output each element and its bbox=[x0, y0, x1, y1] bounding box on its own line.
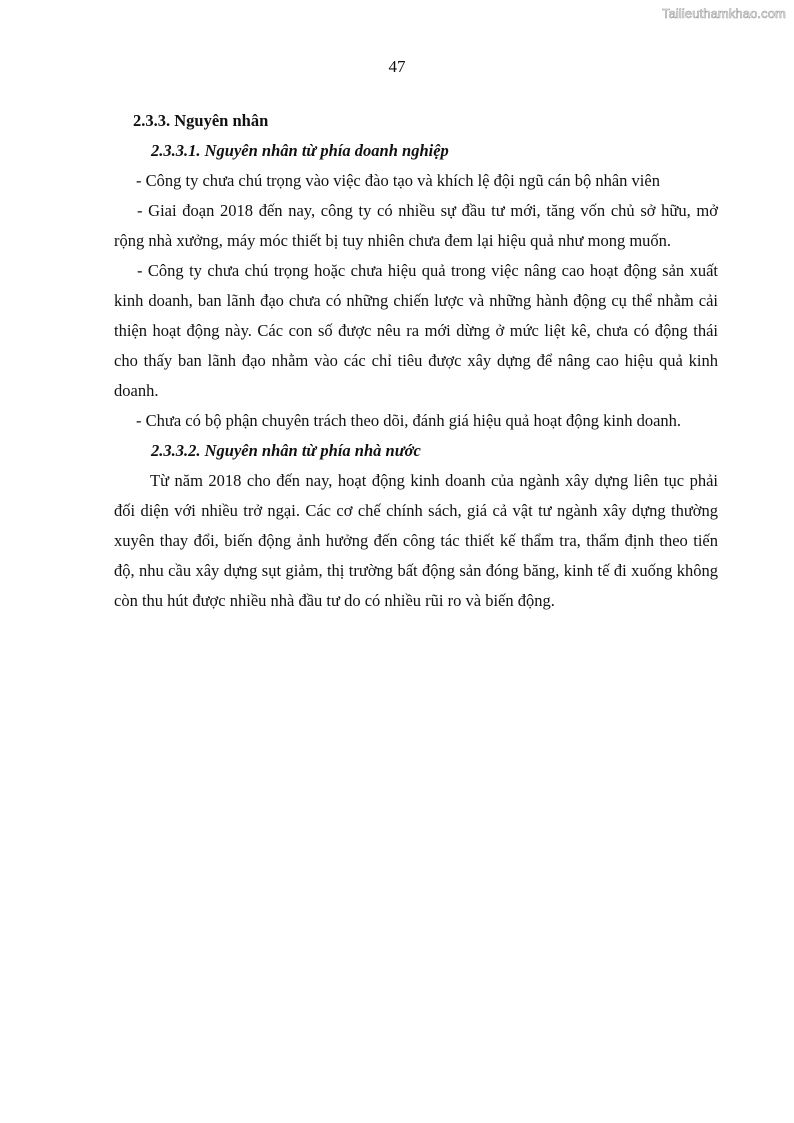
list-item: - Chưa có bộ phận chuyên trách theo dõi, đánh giá hiệu quả hoạt động kinh doanh. bbox=[136, 411, 682, 430]
list-item: - Công ty chưa chú trọng vào việc đào tạo và khích lệ đội ngũ cán bộ nhân viên bbox=[136, 171, 660, 190]
page-number: 47 bbox=[388, 57, 406, 76]
body-paragraph: Từ năm 2018 cho đến nay, hoạt động kinh doanh của ngành xây dựng liên tục phải đối diện với nhiều trở ngại. Các cơ chế chính sách, giá cả vật tư ngành xây dựng thường xuyên thay đổi, biến động ảnh hưởng đến công tác thiết kế thẩm tra, thẩm định theo tiến độ, nhu cầu xây dựng sụt giảm, thị trường bất động sản đóng băng, kinh tế đi xuống không còn thu hút được nhiều nhà đầu tư do có nhiều rũi ro và biến động. bbox=[114, 471, 718, 610]
section-heading: 2.3.3. Nguyên nhân bbox=[133, 111, 269, 130]
list-item: - Giai đoạn 2018 đến nay, công ty có nhiều sự đầu tư mới, tăng vốn chủ sở hữu, mở rộng nhà xưởng, máy móc thiết bị tuy nhiên chưa đem lại hiệu quả như mong muốn. bbox=[114, 201, 718, 250]
subsection-heading-state: 2.3.3.2. Nguyên nhân từ phía nhà nước bbox=[151, 441, 421, 460]
watermark: Tailieuthamkhao.com bbox=[661, 6, 786, 21]
list-item: - Công ty chưa chú trọng hoặc chưa hiệu quả trong việc nâng cao hoạt động sản xuất kinh doanh, ban lãnh đạo chưa có những chiến lược và những hành động cụ thể nhằm cải thiện hoạt động này. Các con số được nêu ra mới dừng ở mức liệt kê, chưa có động thái cho thấy ban lãnh đạo nhằm vào các chỉ tiêu được xây dựng để nâng cao hiệu quả kinh doanh. bbox=[114, 261, 718, 400]
subsection-heading-enterprise: 2.3.3.1. Nguyên nhân từ phía doanh nghiệp bbox=[151, 141, 449, 160]
document-body bbox=[114, 106, 718, 616]
